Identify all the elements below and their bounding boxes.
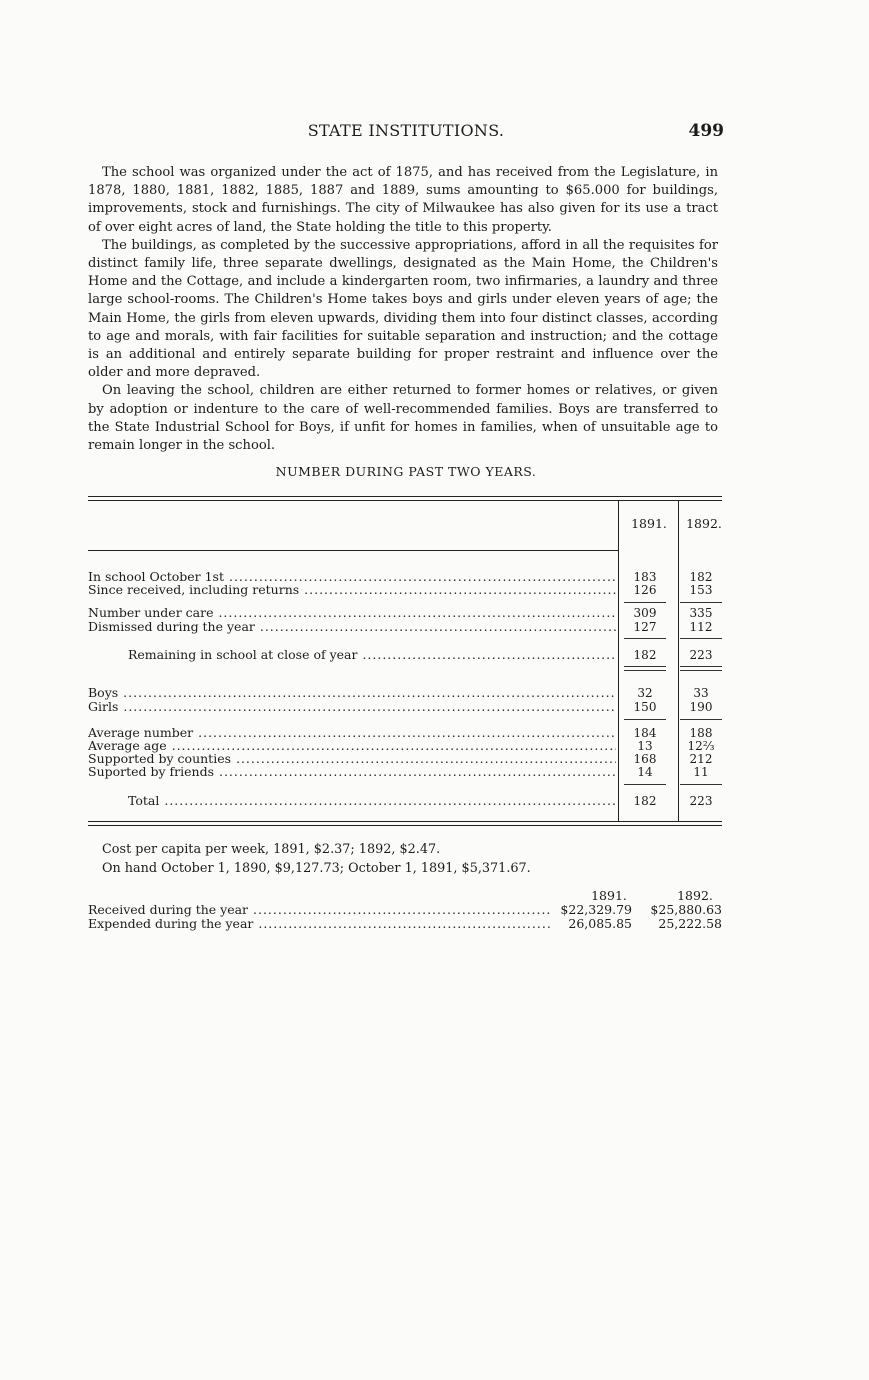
value-1892: 33 bbox=[693, 686, 709, 700]
table-row bbox=[88, 700, 722, 714]
value-1892: 188 bbox=[689, 726, 713, 740]
row-label: Boys ..... bbox=[88, 686, 616, 700]
value-1891: 183 bbox=[633, 570, 657, 584]
statistics-table bbox=[88, 490, 722, 830]
value-1892: 223 bbox=[689, 648, 713, 662]
header-rule bbox=[88, 550, 618, 551]
value-1892: 182 bbox=[689, 570, 713, 584]
row-label: Total ..... bbox=[128, 794, 616, 808]
finance-value-1892: 25,222.58 bbox=[658, 916, 722, 931]
total-double-rule bbox=[680, 666, 722, 667]
table-top-rule bbox=[88, 496, 722, 497]
subtotal-rule bbox=[624, 638, 666, 639]
table-row bbox=[88, 726, 722, 740]
cost-notes bbox=[102, 840, 702, 878]
table-row bbox=[88, 752, 722, 766]
value-1891: 32 bbox=[637, 686, 653, 700]
finance-header-1892: 1892. bbox=[677, 888, 713, 903]
page-number: 499 bbox=[688, 121, 724, 141]
value-1892: 12⅔ bbox=[687, 739, 715, 753]
subtotal-rule bbox=[680, 784, 722, 785]
finance-header-1891: 1891. bbox=[591, 888, 627, 903]
table-bottom-rule-inner bbox=[88, 825, 722, 826]
row-label: Average number ..... bbox=[88, 726, 616, 740]
value-1891: 182 bbox=[633, 794, 657, 808]
paragraph-organization: The school was organized under the act of 1875, and has received from the Legislature, in 1878, 1880, 1881, 1882, 1885, 1887 and 1889, sums amounting to $65.000 for buildings, improvements, stock and furnishings. The city of Milwaukee has also given for its use a tract of over eight acres of land, the State holding the title to this property. bbox=[88, 165, 718, 235]
row-label: Remaining in school at close of year ..... bbox=[128, 648, 616, 662]
column-header-1892: 1892. bbox=[686, 516, 722, 531]
value-1892: 190 bbox=[689, 700, 713, 714]
value-1891: 13 bbox=[637, 739, 653, 753]
body-text bbox=[88, 164, 718, 455]
value-1891: 168 bbox=[633, 752, 657, 766]
value-1892: 212 bbox=[689, 752, 713, 766]
table-top-rule-inner bbox=[88, 500, 722, 501]
table-row bbox=[88, 570, 722, 584]
row-label: Dismissed during the year ..... bbox=[88, 620, 616, 634]
row-label: Suported by friends ..... bbox=[88, 765, 616, 779]
finance-table bbox=[88, 888, 724, 938]
finance-label: Expended during the year ..... bbox=[88, 917, 550, 931]
paragraph-leaving-school: On leaving the school, children are either returned to former homes or relatives, or given by adoption or indenture to the care of well-recommended families. Boys are transferred to the State Industrial School for Boys, if unfit for homes in families, when of unsuitable age to remain longer in the school. bbox=[88, 383, 718, 454]
table-row bbox=[88, 583, 722, 597]
value-1891: 309 bbox=[633, 606, 657, 620]
table-bottom-rule bbox=[88, 821, 722, 822]
subtotal-rule bbox=[680, 602, 722, 603]
finance-label: Received during the year ..... bbox=[88, 903, 550, 917]
finance-row bbox=[88, 917, 724, 931]
subtotal-rule bbox=[680, 638, 722, 639]
row-label: Supported by counties ..... bbox=[88, 752, 616, 766]
total-double-rule bbox=[624, 666, 666, 667]
page-title: STATE INSTITUTIONS. bbox=[307, 121, 505, 140]
subtotal-rule bbox=[680, 719, 722, 720]
value-1891: 150 bbox=[633, 700, 657, 714]
value-1891: 126 bbox=[633, 583, 657, 597]
value-1891: 184 bbox=[633, 726, 657, 740]
table-row bbox=[88, 794, 722, 808]
table-row bbox=[88, 765, 722, 779]
finance-value-1892: $25,880.63 bbox=[650, 902, 722, 917]
finance-value-1891: 26,085.85 bbox=[568, 916, 632, 931]
on-hand-balance: On hand October 1, 1890, $9,127.73; October 1, 1891, $5,371.67. bbox=[102, 861, 531, 876]
row-label: Girls ..... bbox=[88, 700, 616, 714]
row-label: Since received, including returns ..... bbox=[88, 583, 616, 597]
row-label: In school October 1st ..... bbox=[88, 570, 616, 584]
subtotal-rule bbox=[624, 784, 666, 785]
table-row bbox=[88, 739, 722, 753]
subtotal-rule bbox=[624, 719, 666, 720]
row-label: Number under care ..... bbox=[88, 606, 616, 620]
total-double-rule bbox=[680, 670, 722, 671]
finance-row bbox=[88, 903, 724, 917]
table-row bbox=[88, 606, 722, 620]
value-1892: 112 bbox=[689, 620, 713, 634]
column-header-1891: 1891. bbox=[631, 516, 667, 531]
value-1892: 153 bbox=[689, 583, 713, 597]
table-title: NUMBER DURING PAST TWO YEARS. bbox=[275, 464, 537, 479]
value-1892: 223 bbox=[689, 794, 713, 808]
value-1891: 14 bbox=[637, 765, 653, 779]
running-head bbox=[88, 121, 724, 145]
table-row bbox=[88, 648, 722, 662]
subtotal-rule bbox=[624, 602, 666, 603]
paragraph-buildings: The buildings, as completed by the successive appropriations, afford in all the requisites for distinct family life, three separate dwellings, designated as the Main Home, the Children's Home and the Cottage, and include a kindergarten room, two infirmaries, a laundry and three large school-rooms. The Children's Home takes boys and girls under eleven years of age; the Main Home, the girls from eleven upwards, dividing them into four distinct classes, according to age and morals, with fair facilities for suitable separation and instruction; and the cottage is an additional and entirely separate building for proper restraint and influence over the older and more depraved. bbox=[88, 237, 718, 381]
finance-value-1891: $22,329.79 bbox=[560, 902, 632, 917]
table-row bbox=[88, 620, 722, 634]
value-1892: 11 bbox=[693, 765, 709, 779]
cost-per-capita: Cost per capita per week, 1891, $2.37; 1892, $2.47. bbox=[102, 842, 441, 857]
row-label: Average age ..... bbox=[88, 739, 616, 753]
total-double-rule bbox=[624, 670, 666, 671]
value-1891: 127 bbox=[633, 620, 657, 634]
table-row bbox=[88, 686, 722, 700]
value-1892: 335 bbox=[689, 606, 713, 620]
value-1891: 182 bbox=[633, 648, 657, 662]
